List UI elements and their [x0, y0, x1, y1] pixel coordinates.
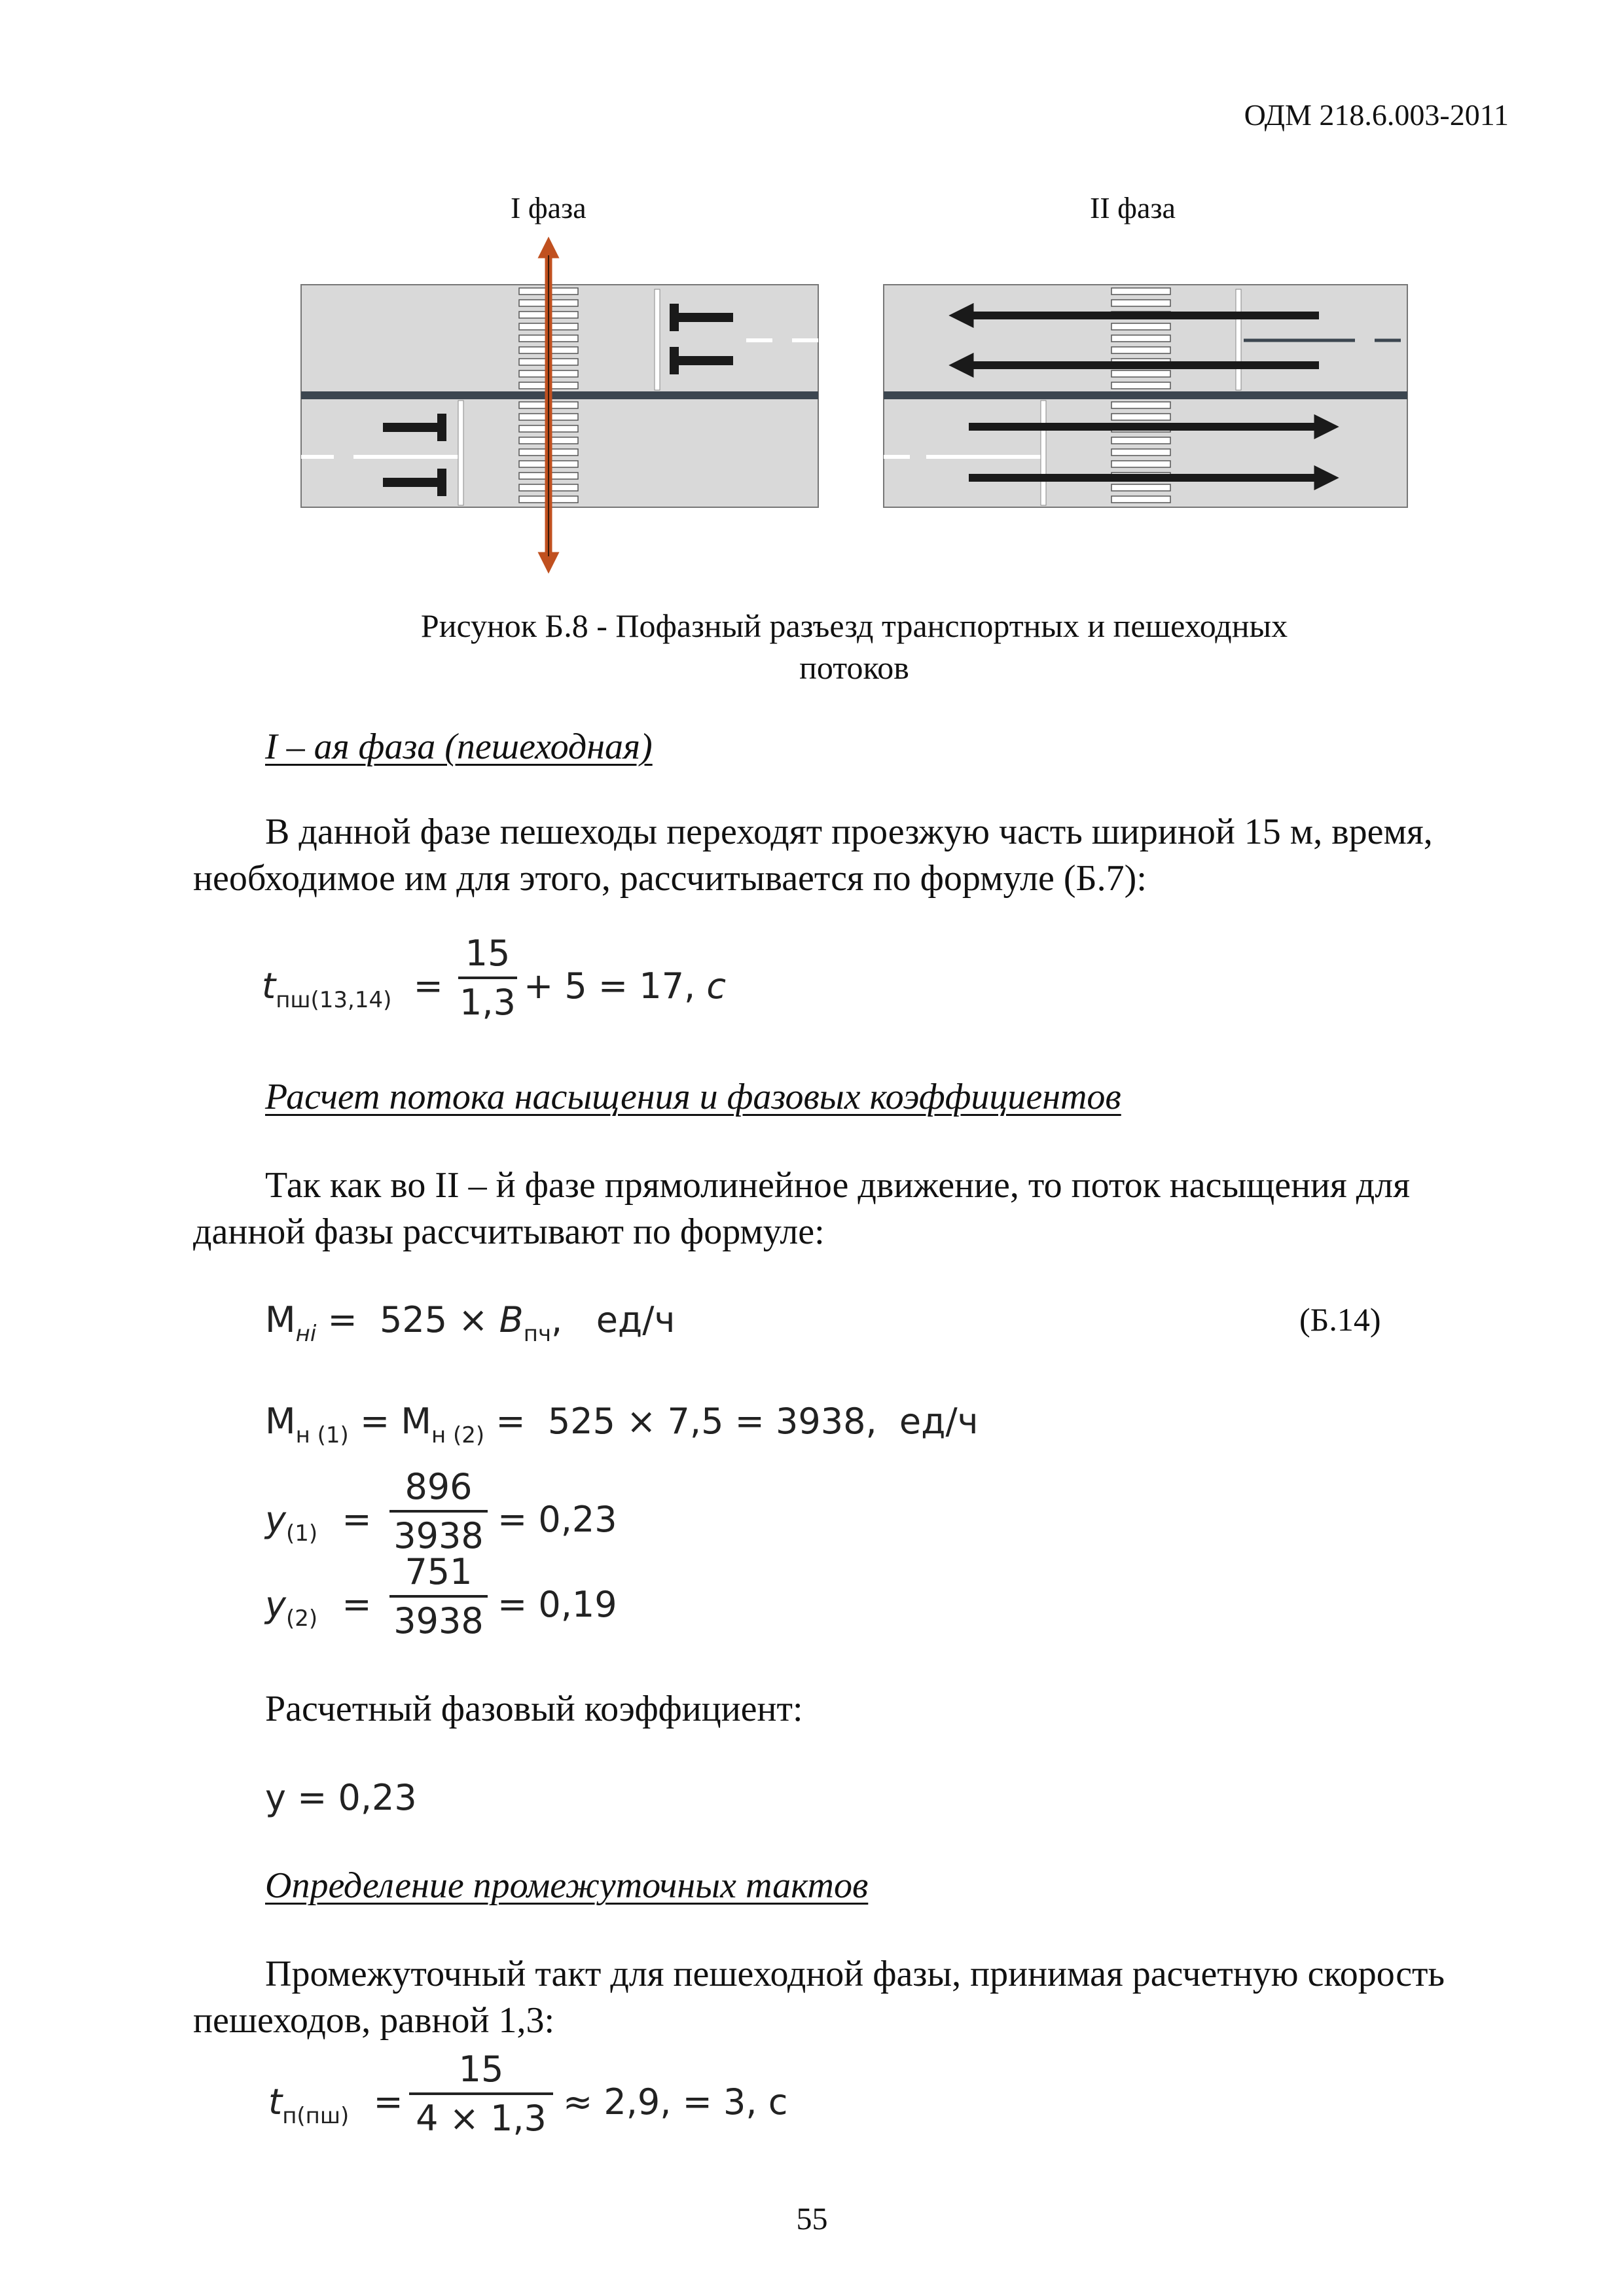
- figure-caption-line2: потоков: [799, 649, 909, 686]
- document-id: ОДМ 218.6.003-2011: [1244, 98, 1509, 132]
- paragraph-line: Так как во II – й фазе прямолинейное движение, то поток насыщения для: [265, 1165, 1410, 1206]
- phase2-road: [884, 285, 1407, 507]
- phase1-label: I фаза: [511, 191, 586, 224]
- formula-rest: = 0,23: [497, 1499, 617, 1540]
- page-number: 55: [796, 2202, 828, 2236]
- paragraph-line: пешеходов, равной 1,3:: [193, 2000, 555, 2041]
- phase1-road: [301, 247, 818, 563]
- formula-fraction: 751 3938: [389, 1551, 488, 1641]
- formula-rest: = 0,19: [497, 1584, 617, 1625]
- formula-fraction: 15 1,3: [458, 933, 517, 1023]
- formula-fraction: 896 3938: [389, 1466, 488, 1556]
- formula-saturation-flow: $М_{нi} = 525 \times В_{пч}$, ед/ч: [265, 1299, 676, 1347]
- section-title-saturation-flow: Расчет потока насыщения и фазовых коэффициентов: [265, 1077, 1121, 1117]
- paragraph-line: В данной фазе пешеходы переходят проезжую часть шириной 15 м, время,: [265, 812, 1433, 852]
- formula-fraction: 15 4 × 1,3: [409, 2049, 553, 2139]
- formula-phase2-coefficient: $у_{(2)}$ =: [265, 1584, 372, 1632]
- formula-phase1-coefficient: $у_{(1)}$ =: [265, 1499, 372, 1547]
- paragraph-line: Промежуточный такт для пешеходной фазы, принимая расчетную скорость: [265, 1954, 1445, 1994]
- section-title-intermediate-cycles: Определение промежуточных тактов: [265, 1865, 869, 1906]
- formula-design-coefficient: у = 0,23: [265, 1777, 417, 1818]
- formula-rest: ≈ 2,9, = 3, с: [563, 2081, 788, 2123]
- figure-caption-line1: Рисунок Б.8 - Пофазный разъезд транспортных и пешеходных: [420, 607, 1288, 644]
- formula-rest: + 5 = 17, с: [524, 965, 727, 1007]
- formula-pedestrian-time: $t_{пш(13,14)}$ =: [262, 965, 443, 1013]
- paragraph-line: Расчетный фазовый коэффициент:: [265, 1689, 803, 1729]
- section-title-pedestrian-phase: I – ая фаза (пешеходная): [265, 726, 653, 767]
- phase2-label: II фаза: [1090, 191, 1176, 224]
- formula-reference: (Б.14): [1299, 1301, 1381, 1338]
- paragraph-line: данной фазы рассчитывают по формуле:: [193, 1211, 825, 1252]
- formula-saturation-values: $М_{н (1)} = М_{н (2)} = 525 \times 7,5 = 3938$, ед/ч: [265, 1401, 979, 1448]
- formula-intermediate-cycle: $t_{п(пш)}$ =: [268, 2081, 403, 2129]
- phase-diagram: [288, 229, 1420, 583]
- paragraph-line: необходимое им для этого, рассчитывается по формуле (Б.7):: [193, 858, 1147, 899]
